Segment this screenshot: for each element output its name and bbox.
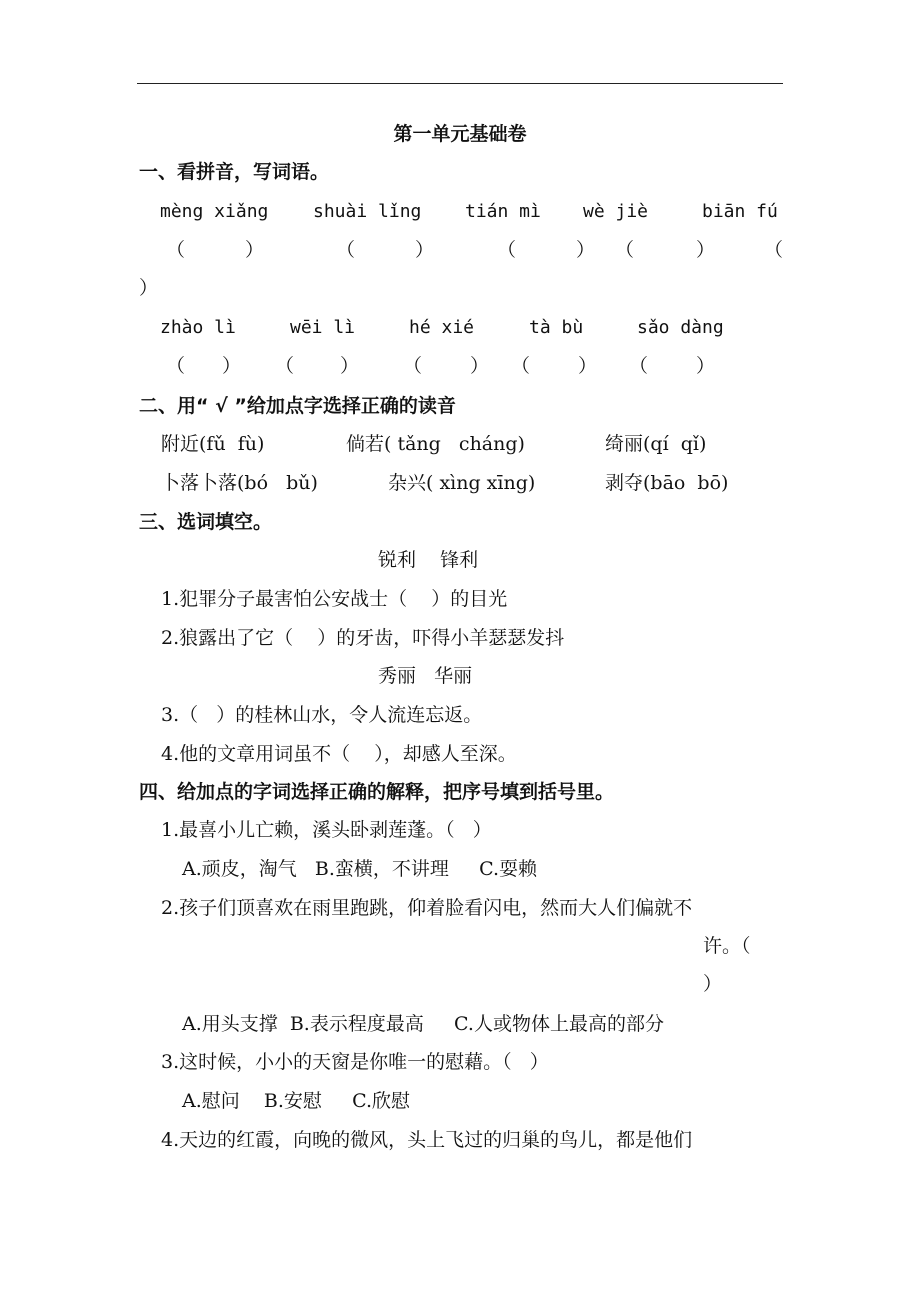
answer-paren-open: （ [166, 355, 186, 377]
answer-paren-open: （ [336, 239, 356, 261]
meaning-question: 3.这时候，小小的天窗是你唯一的慰藉。（ ） [161, 1051, 549, 1073]
answer-paren-open: （ [764, 239, 784, 261]
fill-question: 2.狼露出了它（ ）的牙齿，吓得小羊瑟瑟发抖 [161, 627, 565, 649]
reading-option: 杂兴( xìng xīng) [388, 472, 536, 494]
section1-heading: 一、看拼音，写词语。 [139, 161, 330, 183]
answer-paren-open: （ [615, 239, 635, 261]
meaning-options: A.顽皮，淘气 B.蛮横，不讲理 C.耍赖 [182, 858, 537, 880]
answer-paren-open: （ [275, 355, 295, 377]
section3-heading: 三、选词填空。 [139, 511, 273, 533]
reading-option: 剥夺(bāo bō) [605, 472, 729, 494]
meaning-question: 1.最喜小儿亡赖，溪头卧剥莲蓬。（ ） [161, 819, 492, 841]
word-choices: 锐利 锋利 [378, 549, 479, 571]
section4-heading: 四、给加点的字词选择正确的解释，把序号填到括号里。 [139, 781, 615, 803]
word-choices: 秀丽 华丽 [378, 665, 473, 687]
answer-paren-close: ） [340, 355, 360, 377]
fill-question: 4.他的文章用词虽不（ ），却感人至深。 [161, 743, 517, 765]
answer-paren-close: ） [139, 277, 159, 299]
answer-paren-close: ） [470, 355, 490, 377]
meaning-options: A.慰问 B.安慰 C.欣慰 [182, 1090, 411, 1112]
meaning-question: 4.天边的红霞，向晚的微风，头上飞过的归巢的鸟儿，都是他们 [161, 1129, 693, 1151]
answer-paren-close: ） [415, 239, 435, 261]
pinyin-2-2: wēi lì [290, 317, 356, 338]
reading-option: 绮丽(qí qǐ) [605, 433, 707, 455]
header-rule [137, 83, 783, 84]
answer-paren-open: （ [166, 239, 186, 261]
pinyin-2-1: zhào lì [160, 317, 236, 338]
answer-paren-open: （ [497, 239, 517, 261]
pinyin-1-4: wè jiè [583, 201, 649, 222]
pinyin-1-2: shuài lǐng [313, 201, 422, 222]
meaning-question: 2.孩子们顶喜欢在雨里跑跳，仰着脸看闪电，然而大人们偏就不 [161, 897, 693, 919]
page-title: 第一单元基础卷 [393, 123, 527, 145]
reading-option: 卜落卜落(bó bǔ) [161, 472, 318, 494]
reading-option: 附近(fǔ fù) [161, 433, 265, 455]
pinyin-2-5: sǎo dàng [637, 317, 724, 338]
answer-paren-close: ） [576, 239, 596, 261]
pinyin-2-3: hé xié [409, 317, 475, 338]
pinyin-1-3: tián mì [465, 201, 541, 222]
answer-paren-close: ） [245, 239, 265, 261]
fill-question: 3.（ ）的桂林山水，令人流连忘返。 [161, 704, 483, 726]
answer-paren-open: （ [511, 355, 531, 377]
meaning-options: A.用头支撑 B.表示程度最高 C.人或物体上最高的部分 [182, 1013, 664, 1035]
answer-paren-open: （ [403, 355, 423, 377]
answer-paren-close: ） [578, 355, 598, 377]
answer-paren-close: ） [222, 355, 242, 377]
pinyin-1-5: biān fú [702, 201, 778, 222]
pinyin-1-1: mèng xiǎng [160, 201, 269, 222]
answer-paren-close: ） [696, 355, 716, 377]
meaning-question-cont: 许。（ [703, 935, 751, 957]
meaning-question-cont: ） [703, 973, 723, 995]
fill-question: 1.犯罪分子最害怕公安战士（ ）的目光 [161, 588, 508, 610]
answer-paren-close: ） [696, 239, 716, 261]
pinyin-2-4: tà bù [529, 317, 584, 338]
answer-paren-open: （ [629, 355, 649, 377]
reading-option: 倘若( tǎng cháng) [346, 433, 525, 455]
section2-heading: 二、用“ √ ”给加点字选择正确的读音 [139, 395, 456, 417]
